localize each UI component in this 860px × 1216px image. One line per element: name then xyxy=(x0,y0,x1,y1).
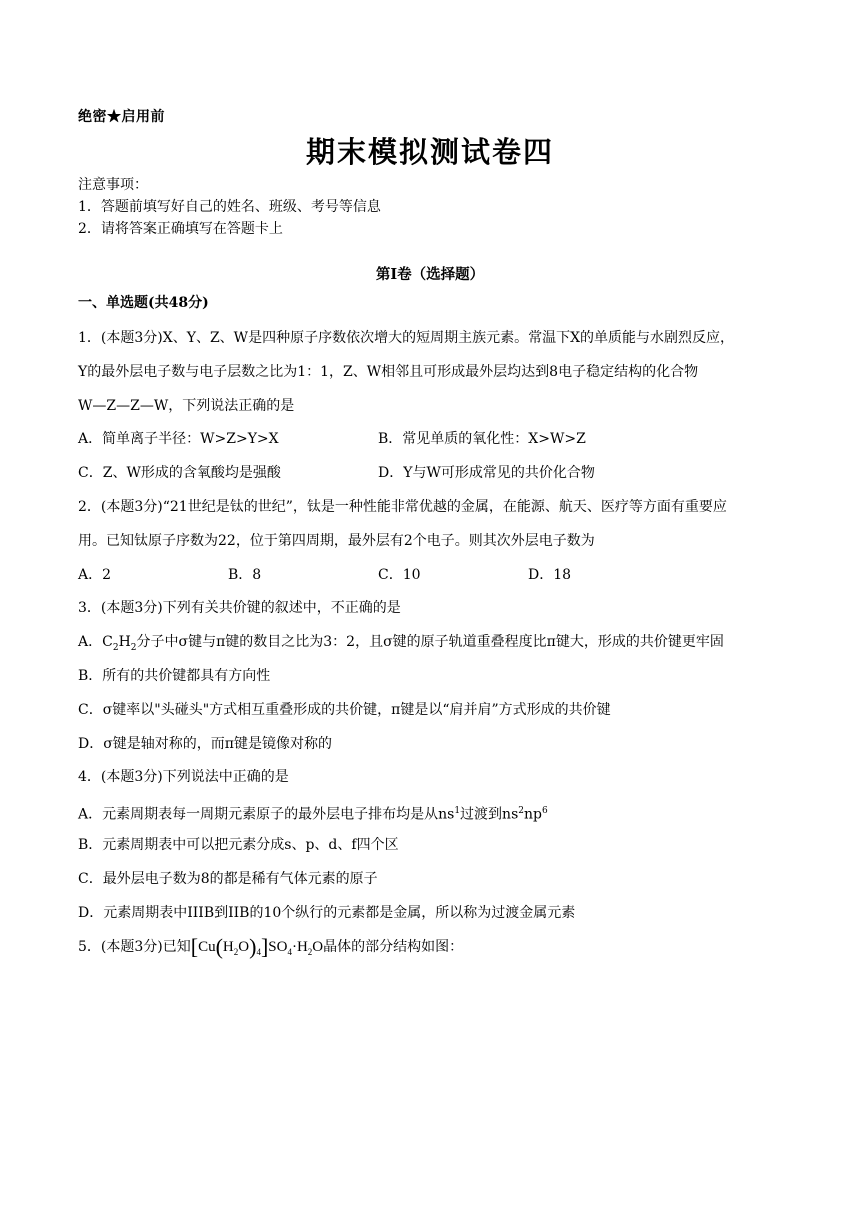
formula-subscript: 2 xyxy=(233,947,239,958)
q4-stem: 4．(本题3分)下列说法中正确的是 xyxy=(78,769,289,786)
formula-part: O xyxy=(238,939,250,956)
q4-superscript: 6 xyxy=(541,806,548,817)
formula-part: ·H xyxy=(291,939,308,956)
q3-option-a xyxy=(78,626,798,660)
formula-part: SO xyxy=(268,939,288,956)
q2-option-d: D．18 xyxy=(528,566,572,583)
section-title: 一、单选题(共48分) xyxy=(78,295,209,311)
formula-part: O xyxy=(312,939,324,956)
notes-item: 2．请将答案正确填写在答题卡上 xyxy=(78,221,283,237)
q5-stem-text: 晶体的部分结构如图： xyxy=(323,939,464,956)
q3-option-d: D．σ键是轴对称的，而π键是镜像对称的 xyxy=(78,735,332,752)
q1-options-row xyxy=(78,457,798,491)
q3-option-a-text: A．C xyxy=(78,634,113,651)
page-title: 期末模拟测试卷四 xyxy=(305,135,554,169)
q1-line: Y的最外层电子数与电子层数之比为1：1，Z、W相邻且可形成最外层均达到8电子稳定结构的化合物 xyxy=(78,363,699,380)
q3-option-b: B．所有的共价键都具有方向性 xyxy=(78,667,271,684)
q1-option-d: D．Y与W可形成常见的共价化合物 xyxy=(378,465,595,482)
q4-option-a-text: 过渡到ns xyxy=(460,806,519,823)
q1-option-a: A．简单离子半径：W>Z>Y>X xyxy=(78,431,279,448)
q4-option-a-text: np xyxy=(523,806,542,823)
secret-mark: 绝密★启用前 xyxy=(78,109,165,125)
q2-line: 2．(本题3分)“21世纪是钛的世纪”，钛是一种性能非常优越的金属，在能源、航天、医疗等方面有重要应 xyxy=(78,498,727,515)
part-title: 第I卷（选择题） xyxy=(375,266,485,283)
q1-options-row xyxy=(78,423,798,457)
q3-stem: 3．(本题3分)下列有关共价键的叙述中，不正确的是 xyxy=(78,600,401,617)
q4-option-b: B．元素周期表中可以把元素分成s、p、d、f四个区 xyxy=(78,836,399,853)
right-bracket-icon: ] xyxy=(260,934,269,960)
q4-superscript: 2 xyxy=(518,806,524,817)
formula-subscript: 4 xyxy=(287,947,292,958)
q3-option-a-text: H xyxy=(118,634,131,651)
notes-heading: 注意事项： xyxy=(78,177,148,193)
notes-item: 1．答题前填写好自己的姓名、班级、考号等信息 xyxy=(78,199,381,215)
q3-option-c: C．σ键率以"头碰头"方式相互重叠形成的共价键，π键是以“肩并肩”方式形成的共价键 xyxy=(78,701,611,718)
q5-formula xyxy=(190,934,324,960)
q3-subscript: 2 xyxy=(130,642,137,653)
q2-option-b: B．8 xyxy=(228,566,262,583)
right-paren-icon: ) xyxy=(249,934,257,960)
left-bracket-icon: [ xyxy=(190,934,199,960)
q4-option-a xyxy=(78,795,798,829)
notes-block xyxy=(78,174,381,240)
formula-subscript: 2 xyxy=(307,947,313,958)
q4-option-c: C．最外层电子数为8的都是稀有气体元素的原子 xyxy=(78,870,378,887)
q1-line: 1．(本题3分)X、Y、Z、W是四种原子序数依次增大的短周期主族元素。常温下X的单质能与水剧烈反应， xyxy=(78,330,735,346)
left-paren-icon: ( xyxy=(215,934,223,960)
q3-subscript: 2 xyxy=(112,642,119,653)
q3-option-a-text: 分子中σ键与π键的数目之比为3：2，且σ键的原子轨道重叠程度比π键大，形成的共价键更牢固 xyxy=(136,634,724,651)
q1-line: W—Z—Z—W，下列说法正确的是 xyxy=(78,397,295,414)
q2-options-row xyxy=(78,559,798,593)
formula-part: Cu xyxy=(198,939,216,956)
q1-option-c: C．Z、W形成的含氧酸均是强酸 xyxy=(78,465,281,482)
q4-option-d: D．元素周期表中IIIB到IIB的10个纵行的元素都是金属，所以称为过渡金属元素 xyxy=(78,904,576,921)
formula-part: H xyxy=(222,939,234,956)
questions-list xyxy=(78,322,798,964)
q4-option-a-text: A．元素周期表每一周期元素原子的最外层电子排布均是从ns xyxy=(78,806,455,823)
q2-option-c: C．10 xyxy=(378,566,421,583)
q2-line: 用。已知钛原子序数为22，位于第四周期，最外层有2个电子。则其次外层电子数为 xyxy=(78,532,595,549)
q5-stem xyxy=(78,930,798,964)
q5-stem-text: 5．(本题3分)已知 xyxy=(78,939,191,956)
formula-subscript: 4 xyxy=(256,947,261,958)
q1-option-b: B．常见单质的氧化性：X>W>Z xyxy=(378,431,586,448)
q4-superscript: 1 xyxy=(454,806,461,817)
q2-option-a: A．2 xyxy=(78,566,112,583)
